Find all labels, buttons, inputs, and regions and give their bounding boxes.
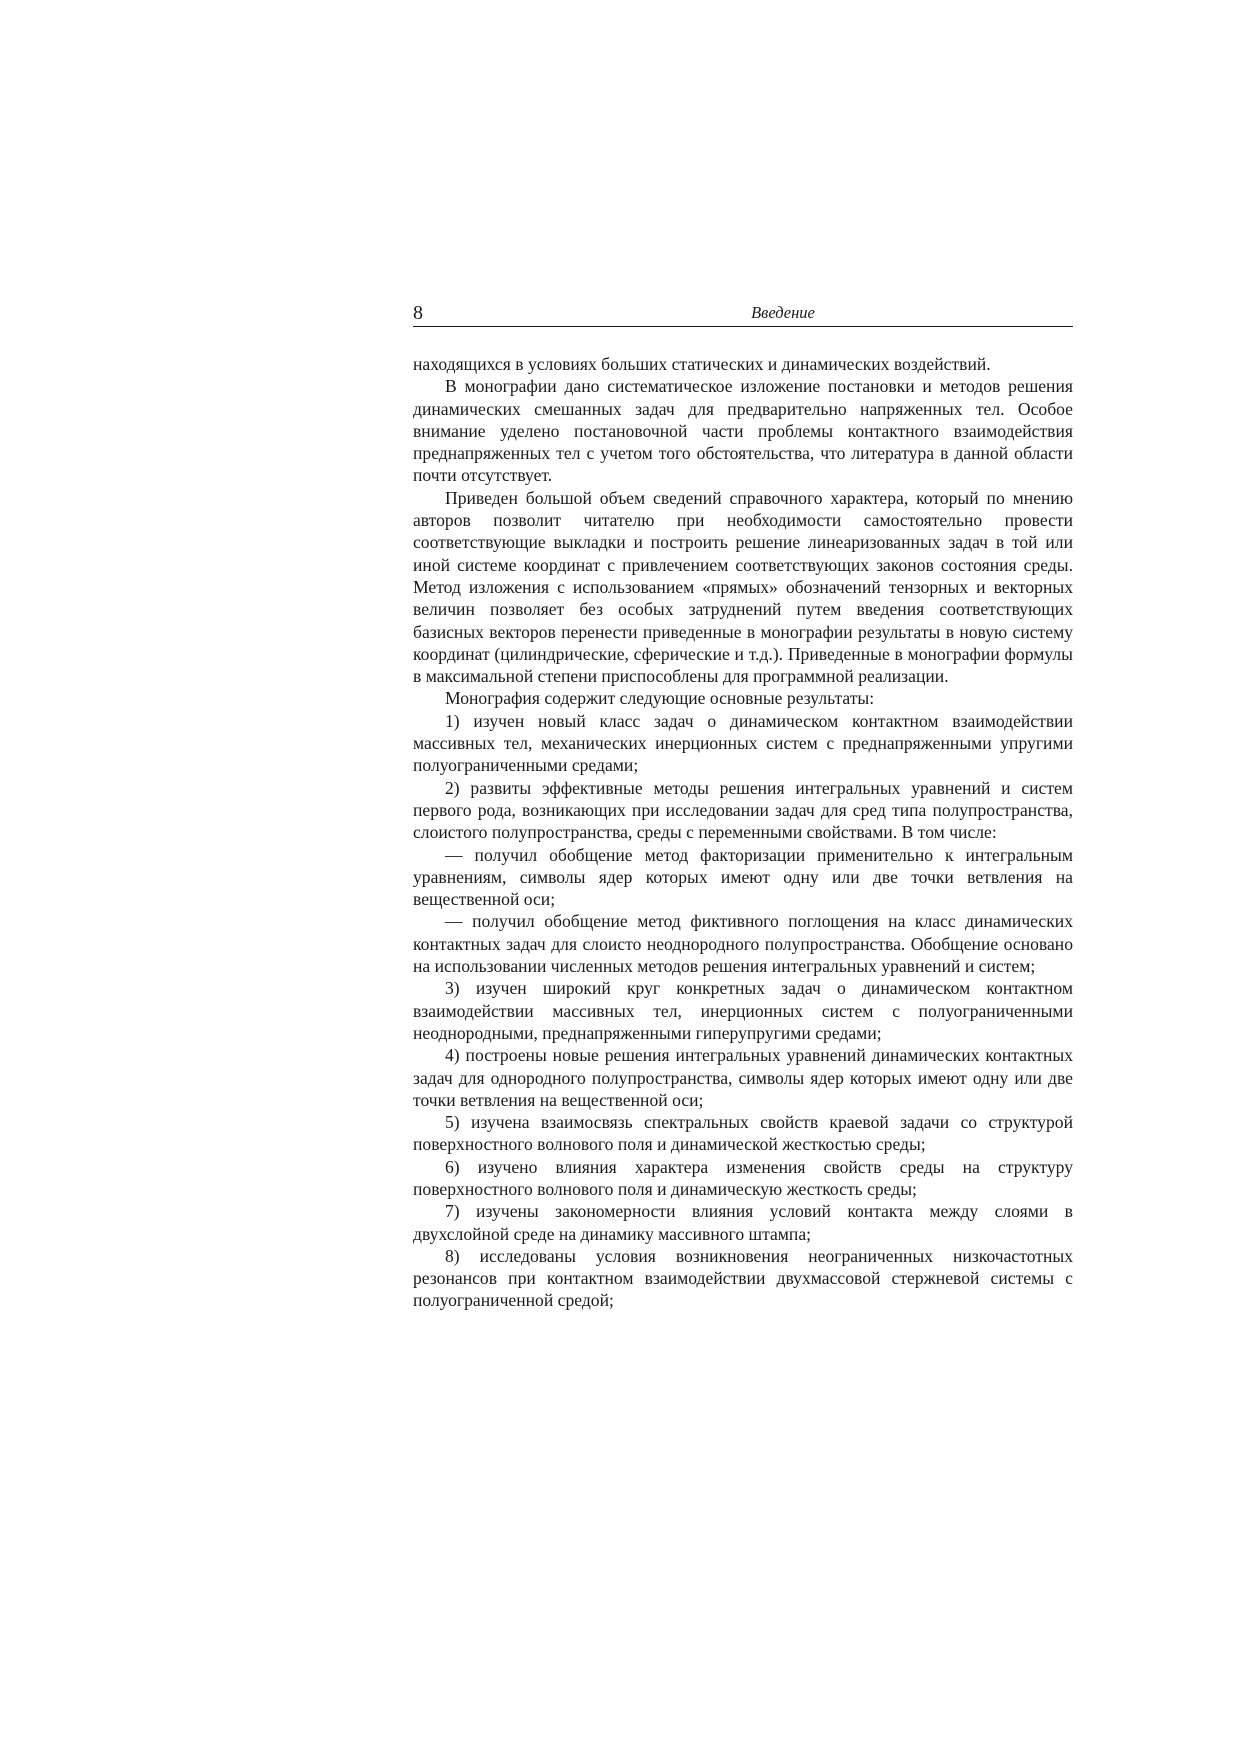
paragraph-monograph-overview: В монографии дано систематическое изложение постановки и методов решения динамических смешанных задач для предварительно напряженных тел. Особое внимание уделено постановочной части проблемы контактного взаимодействия преднапряженных тел с учетом того обстоятельства, что литература в данной области почти отсутствует. [413, 376, 1073, 486]
page-header [413, 302, 1073, 327]
book-page [413, 302, 1073, 1312]
list-subitem-factorization: — получил обобщение метод факторизации применительно к интегральным уравнениям, символы ядер которых имеют одну или две точки ветвления на вещественной оси; [413, 844, 1073, 910]
body-text [413, 353, 1073, 1312]
page-number: 8 [413, 302, 423, 324]
list-item-result-3: 3) изучен широкий круг конкретных задач о динамическом контактном взаимодействии массивных тел, инерционных систем с полуограниченными неоднородными, преднапряженными гиперупругими средами; [413, 978, 1073, 1043]
list-item-result-8: 8) исследованы условия возникновения неограниченных низкочастотных резонансов при контактном взаимодействии двухмассовой стержневой системы с полуограниченной средой; [413, 1245, 1073, 1311]
list-item-result-1: 1) изучен новый класс задач о динамическом контактном взаимодействии массивных тел, механических инерционных систем с преднапряженными упругими полуограниченными средами; [413, 710, 1073, 776]
paragraph-continuation: находящихся в условиях больших статических и динамических воздействий. [413, 354, 991, 374]
list-item-result-5: 5) изучена взаимосвязь спектральных свойств краевой задачи со структурой поверхностного волнового поля и динамической жесткостью среды; [413, 1112, 1073, 1155]
list-item-result-7: 7) изучены закономерности влияния условий контакта между слоями в двухслойной среде на динамику массивного штампа; [413, 1201, 1073, 1244]
list-item-result-2: 2) развиты эффективные методы решения интегральных уравнений и систем первого рода, возникающих при исследовании задач для сред типа полупространства, слоистого полупространства, среды с переменными свойствами. В том числе: [413, 777, 1073, 843]
running-title: Введение [751, 303, 815, 322]
paragraph-reference-info: Приведен большой объем сведений справочного характера, который по мнению авторов позволит читателю при необходимости самостоятельно провести соответствующие выкладки и построить решение линеаризованных задач в той или иной системе координат с привлечением соответствующих законов состояния среды. Метод изложения с использованием «прямых» обозначений тензорных и векторных величин позволяет без особых затруднений путем введения соответствующих базисных векторов перенести приведенные в монографии результаты в новую систему координат (цилиндрические, сферические и т.д.). Приведенные в монографии формулы в максимальной степени приспособлены для программной реализации. [413, 487, 1073, 687]
list-item-result-4: 4) построены новые решения интегральных уравнений динамических контактных задач для однородного полупространства, символы ядер которых имеют одну или две точки ветвления на вещественной оси; [413, 1045, 1073, 1110]
list-item-result-6: 6) изучено влияния характера изменения свойств среды на структуру поверхностного волнового поля и динамическую жесткость среды; [413, 1156, 1073, 1199]
list-subitem-fictitious-absorption: — получил обобщение метод фиктивного поглощения на класс динамических контактных задач для слоисто неоднородного полупространства. Обобщение основано на использовании численных методов решения интегральных уравнений и систем; [413, 911, 1073, 977]
paragraph-results-intro: Монография содержит следующие основные результаты: [445, 688, 875, 709]
